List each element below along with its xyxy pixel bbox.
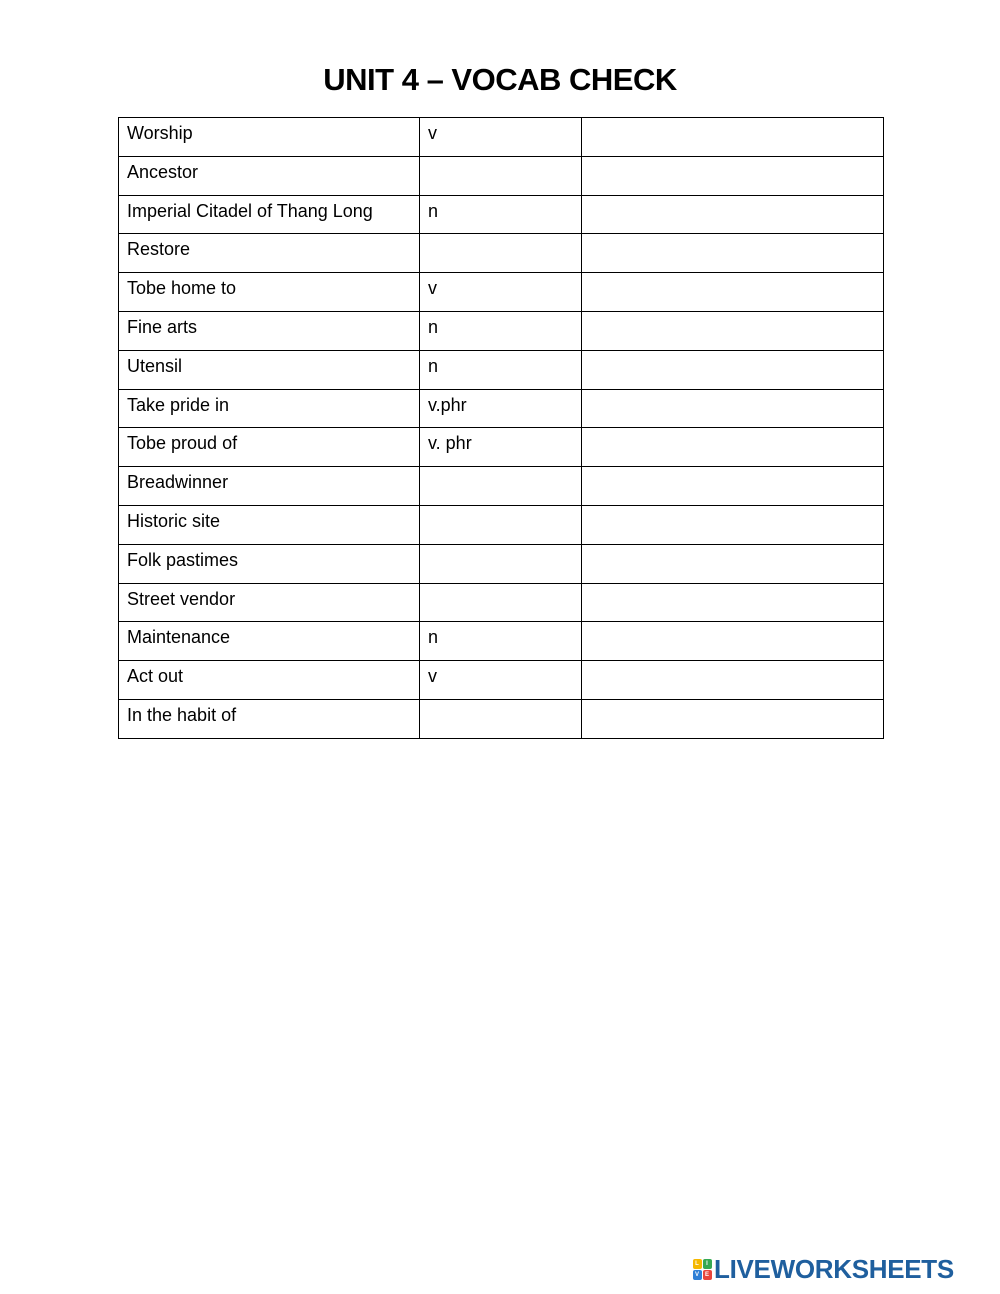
word-type-cell[interactable] bbox=[420, 234, 582, 273]
word-type-cell[interactable]: n bbox=[420, 350, 582, 389]
vocab-word: Breadwinner bbox=[119, 467, 420, 506]
table-row bbox=[119, 234, 884, 273]
vocab-word: In the habit of bbox=[119, 699, 420, 738]
word-type-cell[interactable]: n bbox=[420, 311, 582, 350]
brand-name: LIVEWORKSHEETS bbox=[714, 1254, 954, 1284]
meaning-cell[interactable] bbox=[582, 583, 884, 622]
word-type-cell[interactable]: v bbox=[420, 118, 582, 157]
vocab-word: Ancestor bbox=[119, 156, 420, 195]
logo-tile: E bbox=[703, 1270, 712, 1280]
table-row bbox=[119, 389, 884, 428]
vocab-word: Worship bbox=[119, 118, 420, 157]
vocab-word: Restore bbox=[119, 234, 420, 273]
meaning-cell[interactable] bbox=[582, 311, 884, 350]
word-type-cell[interactable] bbox=[420, 699, 582, 738]
meaning-cell[interactable] bbox=[582, 273, 884, 312]
liveworksheets-logo bbox=[692, 1254, 954, 1284]
vocab-word: Maintenance bbox=[119, 622, 420, 661]
meaning-cell[interactable] bbox=[582, 156, 884, 195]
word-type-cell[interactable]: v. phr bbox=[420, 428, 582, 467]
meaning-cell[interactable] bbox=[582, 118, 884, 157]
word-type-cell[interactable]: n bbox=[420, 622, 582, 661]
table-row bbox=[119, 195, 884, 234]
meaning-cell[interactable] bbox=[582, 467, 884, 506]
logo-tile: V bbox=[693, 1270, 702, 1280]
word-type-cell[interactable] bbox=[420, 583, 582, 622]
vocab-word: Street vendor bbox=[119, 583, 420, 622]
table-row bbox=[119, 505, 884, 544]
meaning-cell[interactable] bbox=[582, 505, 884, 544]
meaning-cell[interactable] bbox=[582, 234, 884, 273]
meaning-cell[interactable] bbox=[582, 699, 884, 738]
vocab-word: Imperial Citadel of Thang Long bbox=[119, 195, 420, 234]
table-row bbox=[119, 350, 884, 389]
table-row bbox=[119, 428, 884, 467]
word-type-cell[interactable]: v bbox=[420, 661, 582, 700]
vocab-word: Tobe proud of bbox=[119, 428, 420, 467]
logo-tile: L bbox=[693, 1259, 702, 1269]
table-row bbox=[119, 273, 884, 312]
word-type-cell[interactable] bbox=[420, 156, 582, 195]
meaning-cell[interactable] bbox=[582, 389, 884, 428]
table-row bbox=[119, 311, 884, 350]
vocab-word: Historic site bbox=[119, 505, 420, 544]
page-title: UNIT 4 – VOCAB CHECK bbox=[323, 62, 677, 97]
vocab-word: Folk pastimes bbox=[119, 544, 420, 583]
meaning-cell[interactable] bbox=[582, 195, 884, 234]
table-row bbox=[119, 544, 884, 583]
table-row bbox=[119, 661, 884, 700]
table-row bbox=[119, 467, 884, 506]
liveworksheets-mark-icon bbox=[692, 1258, 712, 1280]
vocab-word: Take pride in bbox=[119, 389, 420, 428]
word-type-cell[interactable]: n bbox=[420, 195, 582, 234]
table-row bbox=[119, 622, 884, 661]
vocab-word: Act out bbox=[119, 661, 420, 700]
meaning-cell[interactable] bbox=[582, 428, 884, 467]
word-type-cell[interactable]: v.phr bbox=[420, 389, 582, 428]
vocab-word: Tobe home to bbox=[119, 273, 420, 312]
word-type-cell[interactable]: v bbox=[420, 273, 582, 312]
table-row bbox=[119, 583, 884, 622]
meaning-cell[interactable] bbox=[582, 661, 884, 700]
table-row bbox=[119, 156, 884, 195]
vocab-table-body bbox=[119, 118, 884, 739]
word-type-cell[interactable] bbox=[420, 505, 582, 544]
word-type-cell[interactable] bbox=[420, 467, 582, 506]
vocab-table bbox=[118, 117, 884, 739]
table-row bbox=[119, 118, 884, 157]
meaning-cell[interactable] bbox=[582, 544, 884, 583]
meaning-cell[interactable] bbox=[582, 350, 884, 389]
table-row bbox=[119, 699, 884, 738]
vocab-word: Fine arts bbox=[119, 311, 420, 350]
logo-tile: I bbox=[703, 1259, 712, 1269]
word-type-cell[interactable] bbox=[420, 544, 582, 583]
vocab-word: Utensil bbox=[119, 350, 420, 389]
meaning-cell[interactable] bbox=[582, 622, 884, 661]
